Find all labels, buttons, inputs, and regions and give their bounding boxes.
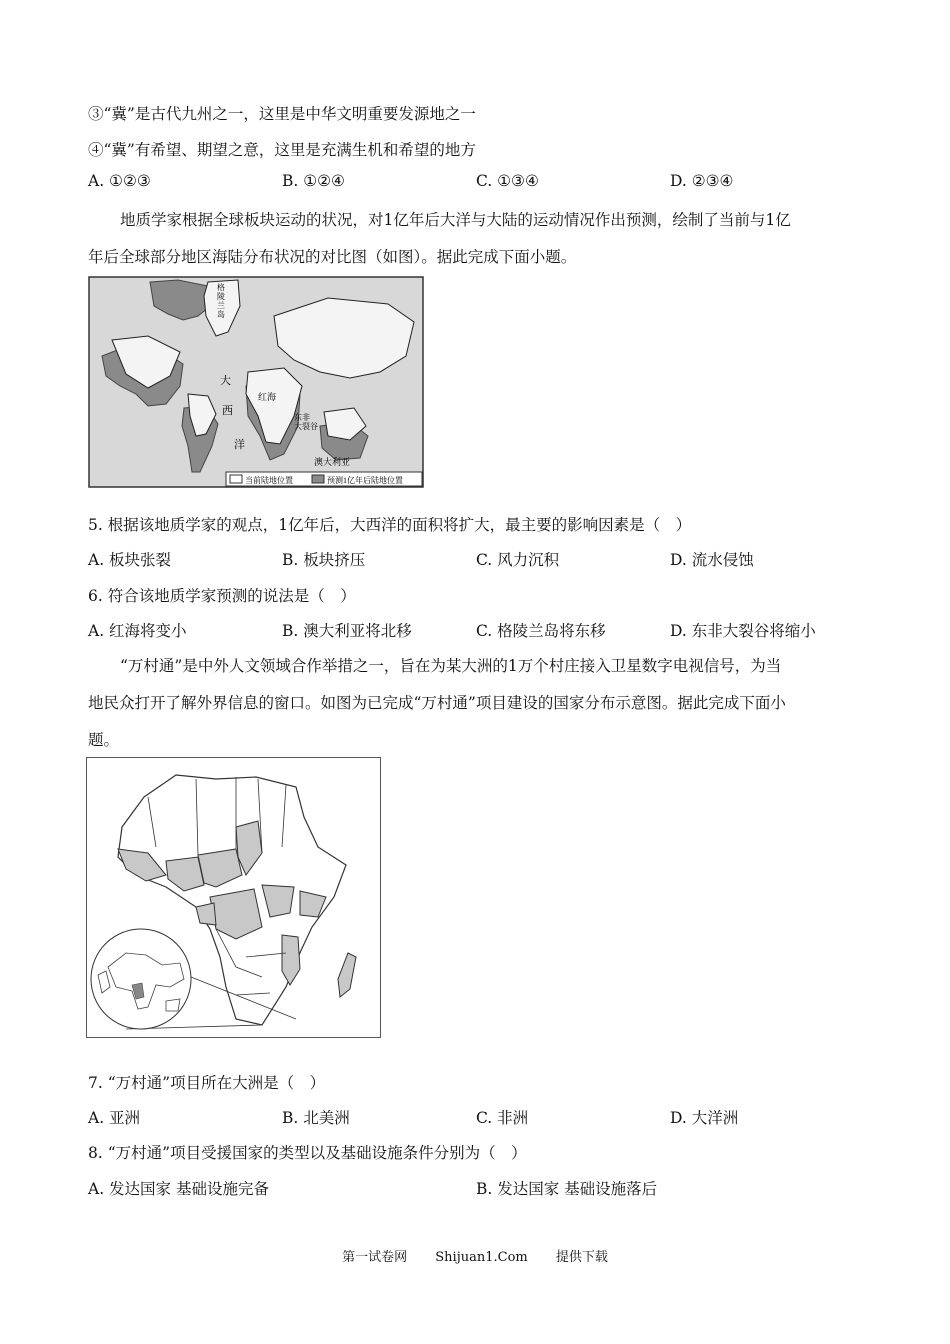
passage2-line1: “万村通”是中外人文领域合作举措之一，旨在为某大洲的1万个村庄接入卫星数字电视信号，为当 [120, 657, 782, 675]
q6-option-c: C. 格陵兰岛将东移 [476, 622, 606, 640]
q4-option-c: C. ①③④ [476, 172, 539, 190]
q5-option-b: B. 板块挤压 [282, 551, 366, 569]
map1-label-australia: 澳大利亚 [314, 457, 351, 467]
map1-legend-predicted: 预测1亿年后陆地位置 [327, 476, 403, 485]
map1-label-atlantic-2: 西 [222, 405, 233, 417]
map1-label-greenland: 格陵兰岛 [217, 283, 225, 319]
footer-middle: Shijuan1.Com [435, 1250, 528, 1265]
q4-option-a: A. ①②③ [88, 172, 151, 190]
passage1-line1: 地质学家根据全球板块运动的状况，对1亿年后大洋与大陆的运动情况作出预测，绘制了当前与1亿 [120, 211, 791, 229]
q6-option-d: D. 东非大裂谷将缩小 [670, 622, 816, 640]
q7-option-c: C. 非洲 [476, 1109, 529, 1127]
statement-4: ④“冀”有希望、期望之意，这里是充满生机和希望的地方 [88, 141, 476, 159]
map1-label-rift-valley: 东非大裂谷 [294, 413, 318, 431]
q5-stem: 5. 根据该地质学家的观点，1亿年后，大西洋的面积将扩大，最主要的影响因素是（ ） [88, 516, 692, 534]
africa-map-figure [86, 757, 382, 1039]
q8-stem: 8. “万村通”项目受援国家的类型以及基础设施条件分别为（ ） [88, 1144, 527, 1162]
q5-option-c: C. 风力沉积 [476, 551, 560, 569]
q7-stem: 7. “万村通”项目所在大洲是（ ） [88, 1074, 326, 1092]
statement-3: ③“冀”是古代九州之一，这里是中华文明重要发源地之一 [88, 105, 476, 123]
map1-label-atlantic-1: 大 [220, 375, 231, 387]
passage1-line2: 年后全球部分地区海陆分布状况的对比图（如图）。据此完成下面小题。 [88, 248, 577, 266]
map1-legend-current: 当前陆地位置 [245, 476, 293, 485]
q6-stem: 6. 符合该地质学家预测的说法是（ ） [88, 587, 356, 605]
q6-option-a: A. 红海将变小 [88, 622, 187, 640]
q7-option-b: B. 北美洲 [282, 1109, 350, 1127]
q5-option-a: A. 板块张裂 [88, 551, 172, 569]
q4-option-d: D. ②③④ [670, 172, 734, 190]
passage2-line3: 题。 [88, 731, 120, 749]
footer-right: 提供下载 [555, 1250, 608, 1265]
q7-option-a: A. 亚洲 [88, 1109, 141, 1127]
q4-option-b: B. ①②④ [282, 172, 345, 190]
q5-option-d: D. 流水侵蚀 [670, 551, 754, 569]
page-footer [0, 1246, 950, 1265]
map1-label-red-sea: 红海 [258, 392, 277, 402]
q6-option-b: B. 澳大利亚将北移 [282, 622, 412, 640]
world-map-figure [88, 276, 424, 488]
map1-label-atlantic-3: 洋 [234, 439, 245, 451]
footer-left: 第一试卷网 [342, 1250, 408, 1265]
passage2-line2: 地民众打开了解外界信息的窗口。如图为已完成“万村通”项目建设的国家分布示意图。据此完成下面小 [88, 694, 786, 712]
q7-option-d: D. 大洋洲 [670, 1109, 739, 1127]
q8-option-a: A. 发达国家 基础设施完备 [88, 1180, 269, 1198]
q8-option-b: B. 发达国家 基础设施落后 [476, 1180, 658, 1198]
